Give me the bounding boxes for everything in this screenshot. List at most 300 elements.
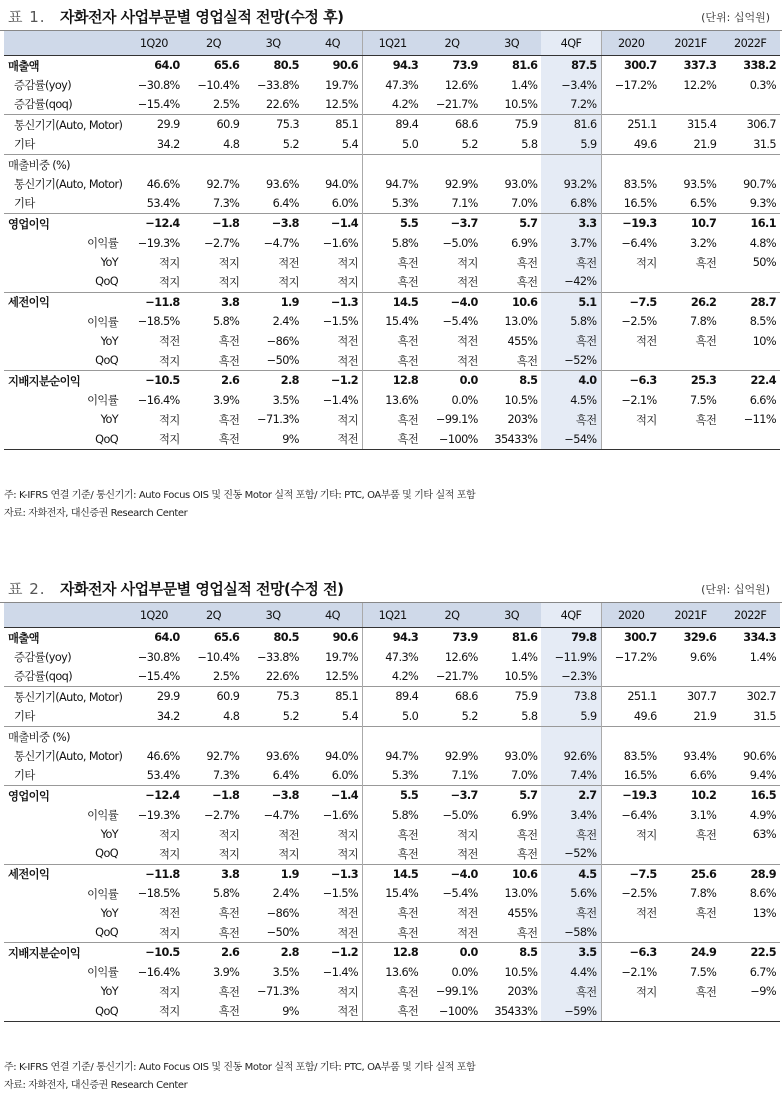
table-cell: −3.4% xyxy=(541,75,601,94)
row-label: 이익률 xyxy=(87,966,119,980)
table-cell: 455% xyxy=(507,906,538,920)
table-cell: 16.5% xyxy=(601,194,661,214)
table-cell: 흑전 xyxy=(363,844,423,864)
table-cell: −1.4% xyxy=(322,393,359,407)
row-label: 매출비중 (%) xyxy=(4,726,124,746)
table-cell: 16.5 xyxy=(720,786,780,806)
table-cell: 적지 xyxy=(159,413,180,427)
column-header: 2022F xyxy=(720,603,780,628)
table-cell: −21.7% xyxy=(436,97,478,111)
column-header: 4QF xyxy=(541,31,601,56)
table-cell: 329.6 xyxy=(683,631,717,645)
header-row xyxy=(4,603,780,628)
table-cell: 흑전 xyxy=(541,982,601,1001)
table-cell: 19.7% xyxy=(325,650,359,664)
table-cell xyxy=(363,154,423,174)
table-cell: 50% xyxy=(752,256,776,270)
table-cell: 10.2 xyxy=(661,786,721,806)
table-cell: 5.5 xyxy=(363,214,423,234)
table-cell: 455% xyxy=(507,334,538,348)
table-cell: 5.6% xyxy=(541,884,601,903)
table-cell: 94.3 xyxy=(363,628,423,648)
table-cell: 6.7% xyxy=(749,965,776,979)
table-cell: 흑전 xyxy=(363,825,423,844)
table-cell: 6.9% xyxy=(511,236,538,250)
table-cell: 6.0% xyxy=(331,768,359,782)
table-row xyxy=(4,825,780,844)
table-cell: 흑전 xyxy=(541,253,601,272)
table-cell: 흑전 xyxy=(218,985,240,999)
table-cell: −6.3 xyxy=(601,943,661,963)
table-cell: 5.4 xyxy=(341,709,359,723)
table-cell: −21.7% xyxy=(436,669,478,683)
table-cell: 19.7% xyxy=(325,78,359,92)
table-cell: 적지 xyxy=(218,828,240,842)
row-label: 통신기기(Auto, Motor) xyxy=(14,178,123,192)
table-cell: 3.4% xyxy=(541,806,601,825)
table-cell: 89.4 xyxy=(363,687,423,707)
table-cell: 8.6% xyxy=(749,887,776,901)
table-cell: 흑전 xyxy=(363,272,423,292)
table-cell: 흑전 xyxy=(218,354,240,368)
table-cell: 34.2 xyxy=(156,709,180,723)
row-label: 기타 xyxy=(14,197,35,211)
table-cell: −100% xyxy=(422,429,482,449)
table-cell: 53.4% xyxy=(146,196,180,210)
table-cell: 80.5 xyxy=(273,59,299,73)
table-cell: −1.4% xyxy=(322,965,359,979)
table-cell: 3.8 xyxy=(184,292,244,312)
table-cell: −3.8 xyxy=(243,786,303,806)
table-cell: 21.9 xyxy=(693,137,717,151)
table-cell: 12.2% xyxy=(683,78,717,92)
table-cell: 28.9 xyxy=(720,864,780,884)
row-label: 이익률 xyxy=(87,887,119,901)
table-cell: 적지 xyxy=(601,825,661,844)
table-cell: 73.9 xyxy=(452,631,478,645)
table-cell: 15.4% xyxy=(363,884,423,903)
table-cell xyxy=(720,429,780,449)
table-cell: 흑전 xyxy=(516,926,538,940)
table-cell: 337.3 xyxy=(683,59,717,73)
table-cell: 흑전 xyxy=(541,903,601,922)
table-row xyxy=(4,312,780,331)
row-label: 세전이익 xyxy=(4,292,124,312)
table-cell: −52% xyxy=(541,844,601,864)
table-cell xyxy=(661,667,721,687)
table-cell: −2.7% xyxy=(204,236,240,250)
table-cell: −1.4 xyxy=(303,214,363,234)
table-row xyxy=(4,194,780,214)
table-cell: −99.1% xyxy=(436,413,478,427)
column-header: 1Q20 xyxy=(124,603,184,628)
table-cell: 94.3 xyxy=(363,56,423,76)
table-cell: −2.7% xyxy=(204,808,240,822)
table-cell: −30.8% xyxy=(137,650,180,664)
table-cell: 적전 xyxy=(601,331,661,350)
table-cell: −4.7% xyxy=(263,236,299,250)
unit-label: (단위: 십억원) xyxy=(701,583,770,596)
column-header: 2Q xyxy=(184,31,244,56)
table-cell: 5.9 xyxy=(541,707,601,727)
table-row xyxy=(4,687,780,707)
column-header: 2Q xyxy=(422,603,482,628)
table-row xyxy=(4,903,780,922)
table-cell: −1.8 xyxy=(184,214,244,234)
table-row xyxy=(4,647,780,666)
table-cell: 적지 xyxy=(337,413,359,427)
table-section-1 xyxy=(0,0,782,519)
table-cell: 5.2 xyxy=(282,709,299,723)
table-cell: 64.0 xyxy=(154,631,180,645)
table-cell: 적지 xyxy=(601,253,661,272)
table-cell: 203% xyxy=(507,985,538,999)
table-cell: 47.3% xyxy=(363,647,423,666)
table-cell: −12.4 xyxy=(124,214,184,234)
table-cell xyxy=(720,272,780,292)
table-cell: 12.5% xyxy=(325,97,359,111)
table-cell xyxy=(422,154,482,174)
table-cell: 10.7 xyxy=(661,214,721,234)
table-row xyxy=(4,806,780,825)
table-cell: −58% xyxy=(541,923,601,943)
table-cell: 13.6% xyxy=(363,391,423,410)
table-cell xyxy=(184,726,244,746)
table-cell: 적전 xyxy=(457,926,478,940)
row-label: 기타 xyxy=(14,710,35,724)
table-cell: 적지 xyxy=(218,847,240,861)
table-cell: 적전 xyxy=(457,275,478,289)
row-label: 이익률 xyxy=(87,394,119,408)
table-row xyxy=(4,371,780,391)
column-header: 4QF xyxy=(541,603,601,628)
table-cell: 306.7 xyxy=(720,115,780,135)
table-cell: 8.5 xyxy=(482,371,542,391)
row-label: 이익률 xyxy=(87,237,119,251)
table-cell xyxy=(124,726,184,746)
table-cell: 203% xyxy=(507,413,538,427)
table-cell: 적전 xyxy=(278,256,299,270)
row-label: 이익률 xyxy=(87,809,119,823)
row-label: QoQ xyxy=(95,354,119,368)
table-cell: 7.0% xyxy=(511,768,538,782)
table-cell: 3.9% xyxy=(213,965,240,979)
table-cell: 5.4 xyxy=(341,137,359,151)
table-cell: 16.1 xyxy=(720,214,780,234)
table-row xyxy=(4,292,780,312)
table-cell: 15.4% xyxy=(363,312,423,331)
table-cell: −10.5 xyxy=(124,943,184,963)
table-cell: 79.8 xyxy=(541,628,601,648)
table-cell: 24.9 xyxy=(661,943,721,963)
table-cell: 5.1 xyxy=(541,292,601,312)
table-cell: 2.8 xyxy=(243,943,303,963)
table-cell: 13% xyxy=(752,906,776,920)
table-cell: 6.6% xyxy=(690,768,717,782)
table-cell: 9% xyxy=(243,1001,303,1021)
table-cell: 흑전 xyxy=(184,429,244,449)
table-cell xyxy=(124,154,184,174)
table-cell: 0.0 xyxy=(422,371,482,391)
table-cell: −86% xyxy=(266,906,299,920)
table-cell: 22.4 xyxy=(720,371,780,391)
table-cell: 적지 xyxy=(159,847,180,861)
row-label: 증감률(qoq) xyxy=(14,670,73,684)
table-cell: 29.9 xyxy=(124,115,184,135)
table-cell: 1.9 xyxy=(243,292,303,312)
table-cell: −11.8 xyxy=(124,292,184,312)
table-cell: 적지 xyxy=(159,275,180,289)
table-cell: 5.2 xyxy=(282,137,299,151)
table-cell: 9.4% xyxy=(749,768,776,782)
table-cell: 10.5% xyxy=(504,393,538,407)
table-cell: 적전 xyxy=(601,903,661,922)
table-cell: 적지 xyxy=(278,847,299,861)
table-cell: 적지 xyxy=(124,1001,184,1021)
table-cell: 93.6% xyxy=(266,177,299,191)
table-cell: 흑전 xyxy=(363,429,423,449)
table-cell: 적지 xyxy=(337,847,359,861)
table-cell xyxy=(601,923,661,943)
table-cell: 적전 xyxy=(337,926,359,940)
table-cell: 8.5% xyxy=(749,315,776,329)
table-cell: −11.8 xyxy=(124,864,184,884)
table-cell: 94.0% xyxy=(325,177,359,191)
table-cell: 적지 xyxy=(337,256,359,270)
table-cell: 93.2% xyxy=(541,174,601,193)
table-cell: −1.3 xyxy=(303,864,363,884)
table-cell: 적전 xyxy=(159,335,180,349)
table-cell: 60.9 xyxy=(184,115,244,135)
table-cell: −33.8% xyxy=(257,650,299,664)
table-cell: 14.5 xyxy=(363,864,423,884)
table-cell: 5.0 xyxy=(363,707,423,727)
table-cell: 81.6 xyxy=(541,115,601,135)
table-cell: 10.5% xyxy=(504,97,538,111)
table-cell: 92.6% xyxy=(541,746,601,765)
table-cell: −19.3% xyxy=(137,808,180,822)
table-row xyxy=(4,154,780,174)
table-cell: 1.4% xyxy=(749,650,776,664)
table-cell: −99.1% xyxy=(436,985,478,999)
table-cell: 25.3 xyxy=(661,371,721,391)
table-cell: 7.5% xyxy=(690,393,717,407)
table-cell: 흑전 xyxy=(516,354,538,368)
table-cell: 49.6 xyxy=(601,707,661,727)
table-cell: 7.3% xyxy=(213,196,240,210)
table-section-2 xyxy=(0,572,782,1091)
table-cell: 92.7% xyxy=(206,749,240,763)
table-cell: 92.9% xyxy=(444,177,478,191)
table-cell: −33.8% xyxy=(257,78,299,92)
table-cell: 4.5 xyxy=(541,864,601,884)
column-header: 3Q xyxy=(243,31,303,56)
table-cell xyxy=(541,726,601,746)
table-cell xyxy=(661,95,721,115)
column-header: 2020 xyxy=(601,603,661,628)
table-cell: −10.4% xyxy=(197,78,240,92)
table-cell: 흑전 xyxy=(516,256,538,270)
table-cell: 적전 xyxy=(303,1001,363,1021)
table-cell: 307.7 xyxy=(661,687,721,707)
financial-table xyxy=(4,31,780,450)
table-cell: 적지 xyxy=(159,985,180,999)
table-cell: 1.4% xyxy=(511,650,538,664)
table-cell: −59% xyxy=(541,1001,601,1021)
row-label: QoQ xyxy=(95,847,119,861)
table-cell: 85.1 xyxy=(303,687,363,707)
table-cell: 흑전 xyxy=(516,828,538,842)
table-cell: 적지 xyxy=(601,982,661,1001)
table-cell: 4.8 xyxy=(223,137,240,151)
table-cell: −30.8% xyxy=(137,78,180,92)
table-cell: 12.6% xyxy=(444,78,478,92)
table-cell: 4.2% xyxy=(363,667,423,687)
table-row xyxy=(4,766,780,786)
table-cell: 75.9 xyxy=(482,115,542,135)
table-cell: 13.0% xyxy=(504,315,538,329)
row-label: 통신기기(Auto, Motor) xyxy=(4,687,124,707)
table-cell: 35433% xyxy=(482,1001,542,1021)
table-cell: 3.5 xyxy=(541,943,601,963)
table-cell: −1.3 xyxy=(303,292,363,312)
table-cell: 3.3 xyxy=(541,214,601,234)
table-cell: −5.0% xyxy=(442,236,478,250)
table-cell: 90.6 xyxy=(332,631,359,645)
table-cell: 251.1 xyxy=(601,115,661,135)
table-cell: 13.0% xyxy=(504,887,538,901)
table-cell: 3.2% xyxy=(690,236,717,250)
table-cell: 적전 xyxy=(457,335,478,349)
table-cell: 적전 xyxy=(337,335,359,349)
header-row xyxy=(4,31,780,56)
table-cell: 7.4% xyxy=(541,766,601,786)
table-cell: −100% xyxy=(422,1001,482,1021)
table-cell xyxy=(720,844,780,864)
column-header: 2022F xyxy=(720,31,780,56)
table-cell: −6.4% xyxy=(601,234,661,253)
table-cell: 94.7% xyxy=(363,746,423,765)
table-row xyxy=(4,1001,780,1021)
table-cell: −15.4% xyxy=(137,97,180,111)
table-cell: 92.7% xyxy=(206,177,240,191)
row-label: 통신기기(Auto, Motor) xyxy=(14,750,123,764)
table-cell: 6.9% xyxy=(511,808,538,822)
table-cell: 0.3% xyxy=(749,78,776,92)
table-cell: 81.6 xyxy=(511,631,538,645)
table-cell: 흑전 xyxy=(516,275,538,289)
table-cell: 5.7 xyxy=(482,786,542,806)
table-cell xyxy=(601,726,661,746)
table-cell: 315.4 xyxy=(661,115,721,135)
table-cell: 300.7 xyxy=(601,628,661,648)
table-cell: 흑전 xyxy=(541,825,601,844)
row-label: 영업이익 xyxy=(4,786,124,806)
table-cell: 1.9 xyxy=(243,864,303,884)
table-cell: 12.8 xyxy=(363,371,423,391)
table-row xyxy=(4,272,780,292)
table-cell: −19.3% xyxy=(137,236,180,250)
table-row xyxy=(4,115,780,135)
table-cell: 적전 xyxy=(457,847,478,861)
table-cell: 5.2 xyxy=(461,709,478,723)
table-cell: −16.4% xyxy=(137,965,180,979)
table-cell: −18.5% xyxy=(137,887,180,901)
table-cell: 85.1 xyxy=(303,115,363,135)
table-cell xyxy=(601,844,661,864)
table-cell: 2.6 xyxy=(184,943,244,963)
table-cell: −52% xyxy=(541,351,601,371)
table-cell: 75.3 xyxy=(243,687,303,707)
table-cell: −4.0 xyxy=(422,292,482,312)
table-cell: 3.9% xyxy=(213,393,240,407)
table-cell: −9% xyxy=(750,985,776,999)
table-cell: 4.2% xyxy=(363,95,423,115)
table-cell: −54% xyxy=(541,429,601,449)
table-cell: −11% xyxy=(743,413,776,427)
table-cell: 14.5 xyxy=(363,292,423,312)
row-label: YoY xyxy=(100,985,119,999)
table-cell: 흑전 xyxy=(184,1001,244,1021)
table-cell: 90.6 xyxy=(332,59,359,73)
row-label: 세전이익 xyxy=(4,864,124,884)
table-cell xyxy=(303,154,363,174)
column-header: 2021F xyxy=(661,603,721,628)
table-row xyxy=(4,75,780,94)
table-row xyxy=(4,844,780,864)
table-cell: 89.4 xyxy=(363,115,423,135)
row-label: QoQ xyxy=(4,1001,124,1021)
table-cell: 22.6% xyxy=(266,669,299,683)
table-cell: 흑전 xyxy=(695,985,717,999)
table-cell: 0.0% xyxy=(451,965,478,979)
table-cell: 5.8% xyxy=(213,315,240,329)
table-cell: 31.5 xyxy=(753,709,776,723)
table-cell: 64.0 xyxy=(154,59,180,73)
table-row xyxy=(4,746,780,765)
table-row xyxy=(4,331,780,350)
table-cell: 4.0 xyxy=(541,371,601,391)
table-cell: 적지 xyxy=(124,429,184,449)
table-cell: −2.3% xyxy=(541,667,601,687)
row-label: YoY xyxy=(100,828,119,842)
column-header: 1Q20 xyxy=(124,31,184,56)
table-cell: 16.5% xyxy=(601,766,661,786)
table-cell: 1.4% xyxy=(511,78,538,92)
table-cell: 10.5% xyxy=(504,669,538,683)
table-cell xyxy=(720,726,780,746)
table-row xyxy=(4,982,780,1001)
table-cell: 적지 xyxy=(337,275,359,289)
table-cell: 흑전 xyxy=(541,331,601,350)
table-cell: 5.9 xyxy=(541,135,601,155)
row-label: YoY xyxy=(100,334,119,348)
table-cell: 2.8 xyxy=(243,371,303,391)
row-label: 매출비중 (%) xyxy=(4,154,124,174)
table-cell: 3.5% xyxy=(272,393,299,407)
table-cell: −1.4 xyxy=(303,786,363,806)
table-cell: 6.4% xyxy=(272,196,299,210)
table-cell: 10.5% xyxy=(504,965,538,979)
column-header: 4Q xyxy=(303,31,363,56)
table-cell: 80.5 xyxy=(273,631,299,645)
table-cell: 22.5 xyxy=(720,943,780,963)
table-cell: 7.8% xyxy=(690,315,717,329)
table-cell: 25.6 xyxy=(661,864,721,884)
table-cell: 3.5% xyxy=(272,965,299,979)
table-cell: 4.8 xyxy=(223,709,240,723)
table-cell: 92.9% xyxy=(444,749,478,763)
